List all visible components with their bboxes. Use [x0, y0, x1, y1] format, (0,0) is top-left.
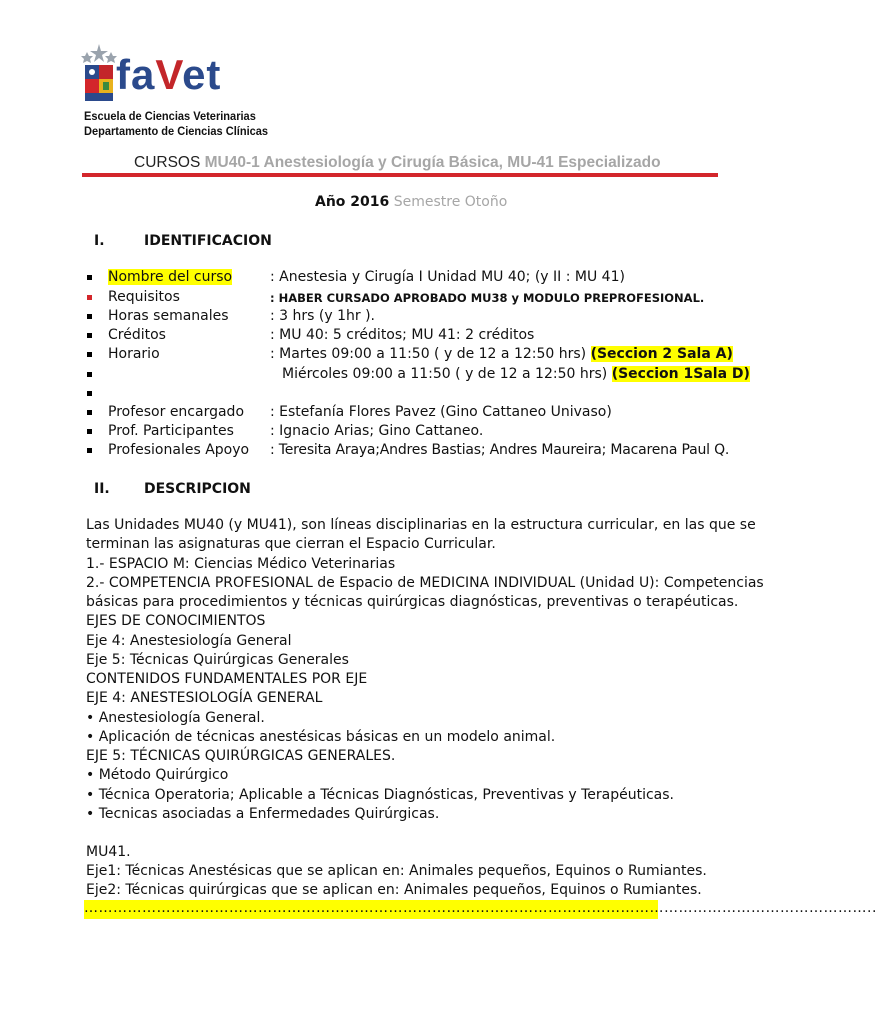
faculty-logo: [82, 42, 242, 108]
university-seal-icon: [82, 42, 116, 106]
department-name: Departamento de Ciencias Clínicas: [84, 124, 269, 138]
bullet-icon: [87, 352, 92, 357]
row-label: Profesor encargado: [108, 404, 245, 420]
row-value: : 3 hrs (y 1hr ).: [270, 308, 375, 324]
identification-row: [86, 442, 730, 461]
course-title: [134, 154, 661, 172]
school-name: Escuela de Ciencias Veterinarias: [84, 109, 256, 123]
row-value: : HABER CURSADO APROBADO MU38 y MODULO PREPROFESIONAL.: [270, 291, 705, 305]
mu41-line: Eje1: Técnicas Anestésicas que se aplican en: Animales pequeños, Equinos o Rumiantes.: [86, 863, 707, 879]
description-line: Eje 4: Anestesiología General: [86, 633, 292, 649]
description-line: CONTENIDOS FUNDAMENTALES POR EJE: [86, 671, 368, 687]
section-room-note: (Seccion 1Sala D): [611, 366, 750, 382]
dotted-fill-line: ………………………………………………………………………………………………………………………………………………..: [84, 900, 658, 919]
mu41-heading: MU41.: [86, 844, 131, 860]
description-line: Las Unidades MU40 (y MU41), son líneas disciplinarias en la estructura curricular, en las que se: [86, 517, 756, 533]
bullet-icon: [87, 314, 92, 319]
header-divider: [82, 173, 718, 177]
description-line: 1.- ESPACIO M: Ciencias Médico Veterinarias: [86, 556, 396, 572]
bullet-icon: [87, 429, 92, 434]
identification-row: [86, 346, 733, 365]
description-line: 2.- COMPETENCIA PROFESIONAL de Espacio de MEDICINA INDIVIDUAL (Unidad U): Competencias: [86, 575, 764, 591]
bullet-icon: [87, 333, 92, 338]
row-value: : Martes 09:00 a 11:50 ( y de 12 a 12:50 hrs) (Seccion 2 Sala A): [270, 346, 733, 362]
identification-row: [86, 423, 726, 442]
section-room-note: (Seccion 2 Sala A): [590, 346, 733, 362]
row-label: Créditos: [108, 327, 166, 343]
row-value: : Teresita Araya;Andres Bastias; Andres Maureira; Macarena Paul Q.: [270, 442, 730, 458]
bullet-icon: [87, 391, 92, 396]
description-line: terminan las asignaturas que cierran el Espacio Curricular.: [86, 536, 496, 552]
identification-row: [86, 404, 726, 423]
course-prefix: CURSOS: [134, 154, 201, 171]
identification-row: [86, 289, 726, 308]
academic-period: [315, 194, 507, 210]
row-label: Requisitos: [108, 289, 180, 305]
description-line: EJE 5: TÉCNICAS QUIRÚRGICAS GENERALES.: [86, 748, 396, 764]
row-value: : Anestesia y Cirugía I Unidad MU 40; (y II : MU 41): [270, 269, 625, 285]
row-label: Prof. Participantes: [108, 423, 234, 439]
bullet-icon: [87, 448, 92, 453]
description-line: • Técnica Operatoria; Aplicable a Técnicas Diagnósticas, Preventivas y Terapéuticas.: [86, 787, 674, 803]
bullet-icon: [87, 410, 92, 415]
row-label: Horario: [108, 346, 160, 362]
row-label: Nombre del curso: [108, 269, 233, 285]
description-line: EJES DE CONOCIMIENTOS: [86, 613, 266, 629]
description-line: • Anestesiología General.: [86, 710, 265, 726]
row-label: Horas semanales: [108, 308, 229, 324]
row-value: : MU 40: 5 créditos; MU 41: 2 créditos: [270, 327, 535, 343]
semester-label: Semestre Otoño: [393, 194, 508, 210]
logo-wordmark: faVet: [116, 51, 222, 98]
description-line: • Método Quirúrgico: [86, 767, 229, 783]
identification-row: [86, 327, 726, 346]
bullet-icon: [87, 295, 92, 300]
bullet-icon: [87, 275, 92, 280]
description-line: Eje 5: Técnicas Quirúrgicas Generales: [86, 652, 349, 668]
year-label: Año 2016: [315, 194, 390, 210]
identification-row: [86, 385, 726, 404]
identification-row: [86, 366, 750, 385]
mu41-line: Eje2: Técnicas quirúrgicas que se aplican en: Animales pequeños, Equinos o Rumiantes.: [86, 882, 702, 898]
row-value: : Ignacio Arias; Gino Cattaneo.: [270, 423, 484, 439]
bullet-icon: [87, 372, 92, 377]
identification-row: [86, 308, 726, 327]
description-line: EJE 4: ANESTESIOLOGÍA GENERAL: [86, 690, 323, 706]
description-line: • Tecnicas asociadas a Enfermedades Quirúrgicas.: [86, 806, 440, 822]
row-label: Profesionales Apoyo: [108, 442, 250, 458]
row-value: Miércoles 09:00 a 11:50 ( y de 12 a 12:50 hrs) (Seccion 1Sala D): [282, 366, 750, 382]
course-name: MU40-1 Anestesiología y Cirugía Básica, MU-41 Especializado: [204, 154, 661, 171]
description-line: básicas para procedimientos y técnicas quirúrgicas diagnósticas, preventivas o terapéuticas.: [86, 594, 739, 610]
row-value: : Estefanía Flores Pavez (Gino Cattaneo Univaso): [270, 404, 612, 420]
identification-row: [86, 269, 726, 288]
description-line: • Aplicación de técnicas anestésicas básicas en un modelo animal.: [86, 729, 556, 745]
